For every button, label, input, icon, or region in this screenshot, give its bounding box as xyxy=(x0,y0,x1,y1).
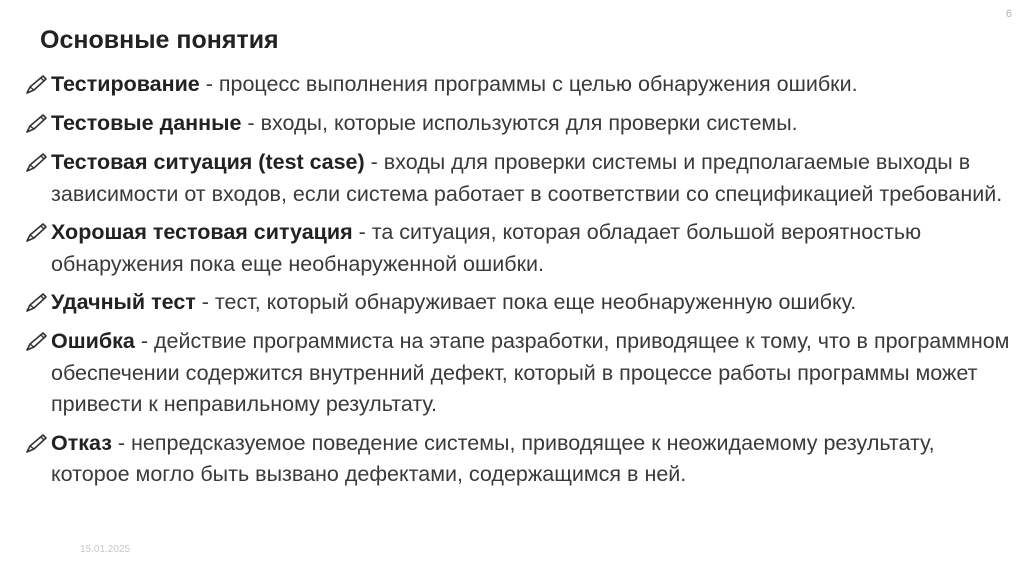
term-definition: - тест, который обнаруживает пока еще необнаруженную ошибку. xyxy=(195,290,857,314)
term-text xyxy=(51,217,1014,280)
term-name: Ошибка xyxy=(51,329,135,353)
term-name: Тестирование xyxy=(51,72,200,96)
term-name: Хорошая тестовая ситуация xyxy=(51,220,353,244)
term-name: Тестовые данные xyxy=(51,111,242,135)
term-name: Тестовая ситуация (test case) xyxy=(51,150,365,174)
term-text xyxy=(51,326,1014,421)
pencil-icon xyxy=(24,147,51,179)
term-item xyxy=(24,69,1014,101)
terms-list xyxy=(24,69,1014,498)
term-definition: - действие программиста на этапе разработки, приводящее к тому, что в программном обеспечении содержится внутренний дефект, который в процессе работы программы может привести к неправильному результату. xyxy=(51,329,1010,416)
term-item xyxy=(24,217,1014,280)
term-text xyxy=(51,147,1014,210)
pencil-icon xyxy=(24,287,51,319)
term-name: Удачный тест xyxy=(51,290,196,314)
term-item xyxy=(24,287,1014,319)
term-item xyxy=(24,326,1014,421)
pencil-icon xyxy=(24,217,51,249)
pencil-icon xyxy=(24,69,51,101)
term-text xyxy=(51,69,1014,101)
term-text xyxy=(51,428,1014,491)
pencil-icon xyxy=(24,108,51,140)
term-definition: - непредсказуемое поведение системы, приводящее к неожидаемому результату, которое могло быть вызвано дефектами, содержащимся в ней. xyxy=(51,430,935,486)
slide-date: 15.01.2025 xyxy=(80,544,131,555)
slide-title: Основные понятия xyxy=(40,26,279,54)
pencil-icon xyxy=(24,326,51,358)
term-text xyxy=(51,108,1014,140)
term-item xyxy=(24,428,1014,491)
term-item xyxy=(24,147,1014,210)
term-definition: - процесс выполнения программы с целью обнаружения ошибки. xyxy=(199,72,858,96)
term-name: Отказ xyxy=(51,430,112,455)
term-definition: - входы, которые используются для проверки системы. xyxy=(241,111,798,135)
term-text xyxy=(51,287,1014,319)
slide-number: 6 xyxy=(1005,8,1012,20)
term-definition: - входы для проверки системы и предполагаемые выходы в зависимости от входов, если система работает в соответствии со спецификацией требований. xyxy=(51,150,1003,206)
term-item xyxy=(24,108,1014,140)
term-definition: - та ситуация, которая обладает большой вероятностью обнаружения пока еще необнаруженной ошибки. xyxy=(51,220,922,276)
pencil-icon xyxy=(24,428,51,460)
